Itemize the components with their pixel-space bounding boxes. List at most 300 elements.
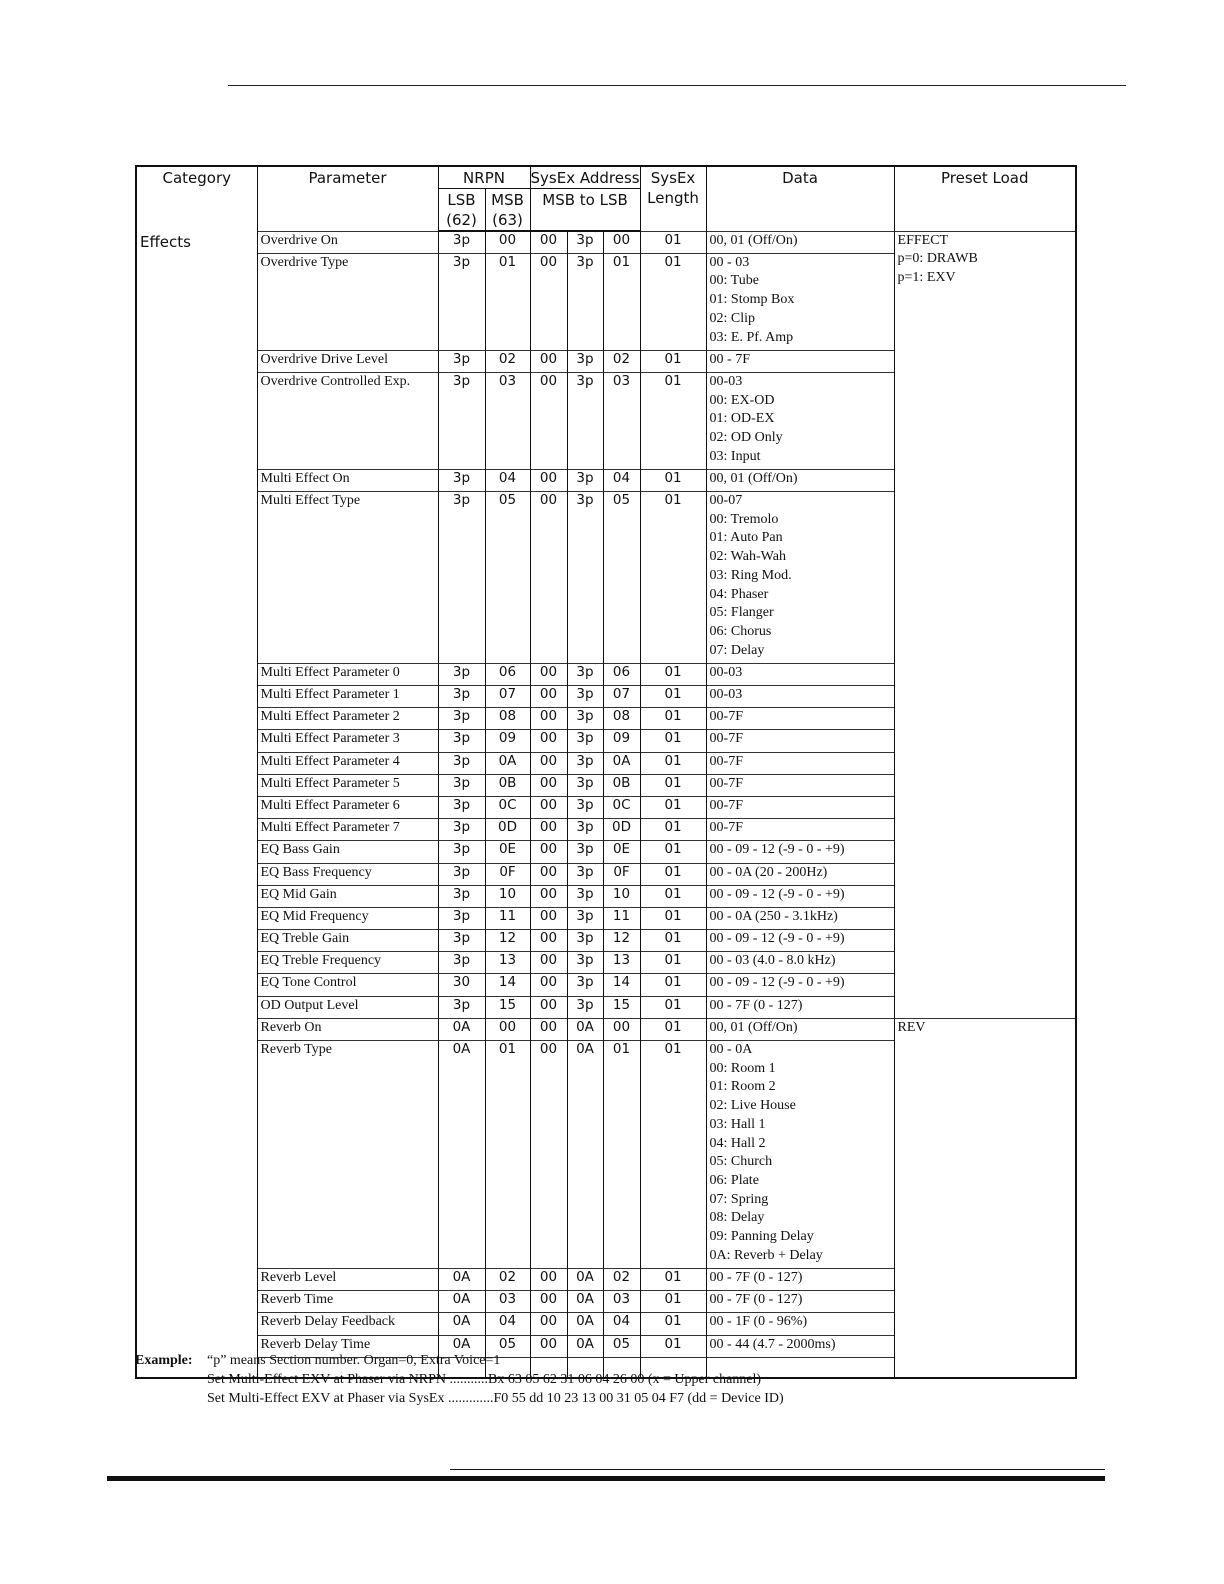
data-line: 00 - 7F (0 - 127) — [709, 997, 803, 1013]
cell-a3: 02 — [603, 350, 640, 372]
lsb-label: LSB — [447, 191, 476, 209]
cell-a1: 00 — [530, 372, 567, 469]
data-line: 01: OD-EX — [709, 411, 775, 427]
cell-len: 01 — [640, 907, 706, 929]
cell-len: 01 — [640, 752, 706, 774]
cell-lsb: 3p — [438, 253, 485, 350]
cell-a3: 0E — [603, 841, 640, 863]
parameter-cell: Overdrive Controlled Exp. — [257, 372, 438, 469]
example-block — [135, 1351, 784, 1408]
cell-len: 01 — [640, 885, 706, 907]
cell-a2: 3p — [567, 907, 603, 929]
cell-a1: 00 — [530, 708, 567, 730]
example-line-1: “p” means Section number. Organ=0, Extra Voice=1 — [207, 1353, 501, 1368]
data-line: 00, 01 (Off/On) — [709, 232, 798, 248]
cell-a1: 00 — [530, 663, 567, 685]
cell-a3: 07 — [603, 686, 640, 708]
data-cell — [706, 1018, 894, 1040]
data-line: 07: Delay — [709, 642, 765, 658]
footer-thick-rule — [107, 1476, 1105, 1481]
data-line: 03: Input — [709, 448, 761, 464]
data-cell — [706, 974, 894, 996]
cell-a3: 08 — [603, 708, 640, 730]
cell-a2: 0A — [567, 1335, 603, 1357]
cell-a1: 00 — [530, 1041, 567, 1269]
data-cell — [706, 1313, 894, 1335]
data-line: 05: Flanger — [709, 605, 774, 621]
data-line: 01: Stomp Box — [709, 292, 795, 308]
cell-a2: 3p — [567, 469, 603, 491]
data-cell — [706, 1041, 894, 1269]
preset-load-cell — [894, 231, 1075, 1018]
cell-a3: 0F — [603, 863, 640, 885]
data-line: 00 - 7F (0 - 127) — [709, 1269, 803, 1285]
cell-msb: 06 — [485, 663, 530, 685]
cell-msb: 11 — [485, 907, 530, 929]
cell-msb: 02 — [485, 350, 530, 372]
parameter-cell: EQ Mid Frequency — [257, 907, 438, 929]
data-line: 07: Spring — [709, 1191, 769, 1207]
cell-len: 01 — [640, 350, 706, 372]
cell-lsb: 0A — [438, 1291, 485, 1313]
cell-a1: 00 — [530, 907, 567, 929]
data-cell — [706, 752, 894, 774]
parameter-cell: Reverb Delay Time — [257, 1335, 438, 1357]
data-cell — [706, 996, 894, 1018]
preset-line: REV — [897, 1019, 926, 1035]
cell-msb: 08 — [485, 708, 530, 730]
data-line: 00-7F — [709, 820, 743, 836]
cell-len: 01 — [640, 686, 706, 708]
cell-a2: 3p — [567, 974, 603, 996]
cell-msb: 01 — [485, 1041, 530, 1269]
cell-a1: 00 — [530, 952, 567, 974]
cell-msb: 0D — [485, 819, 530, 841]
cell-a2: 3p — [567, 774, 603, 796]
cell-a1: 00 — [530, 885, 567, 907]
cell-a3: 15 — [603, 996, 640, 1018]
cell-lsb: 3p — [438, 907, 485, 929]
cell-len: 01 — [640, 841, 706, 863]
cell-a2: 0A — [567, 1018, 603, 1040]
cell-len: 01 — [640, 952, 706, 974]
cell-a1: 00 — [530, 1268, 567, 1290]
cell-a3: 03 — [603, 372, 640, 469]
col-lsb-header — [438, 189, 485, 232]
data-cell — [706, 863, 894, 885]
cell-len: 01 — [640, 974, 706, 996]
data-line: 00-03 — [709, 664, 743, 680]
data-line: 00 - 09 - 12 (-9 - 0 - +9) — [709, 886, 845, 902]
col-nrpn-header: NRPN — [438, 167, 530, 189]
data-line: 00 - 09 - 12 (-9 - 0 - +9) — [709, 931, 845, 947]
cell-a1: 00 — [530, 730, 567, 752]
cell-msb: 00 — [485, 1018, 530, 1040]
data-cell — [706, 1291, 894, 1313]
col-sysex-address-header: SysEx Address — [530, 169, 640, 187]
cell-a2: 3p — [567, 253, 603, 350]
cell-a3: 00 — [603, 231, 640, 253]
cell-a3: 03 — [603, 1291, 640, 1313]
cell-a1: 00 — [530, 253, 567, 350]
data-line: 00: Tube — [709, 273, 759, 289]
cell-a2: 3p — [567, 663, 603, 685]
cell-lsb: 3p — [438, 796, 485, 818]
parameter-cell: Multi Effect Parameter 2 — [257, 708, 438, 730]
cell-len: 01 — [640, 663, 706, 685]
cell-a1: 00 — [530, 863, 567, 885]
data-line: 00: Tremolo — [709, 511, 779, 527]
cell-lsb: 3p — [438, 841, 485, 863]
data-cell — [706, 885, 894, 907]
data-line: 00-07 — [709, 493, 743, 509]
data-line: 00-7F — [709, 709, 743, 725]
cell-a3: 05 — [603, 1335, 640, 1357]
data-cell — [706, 372, 894, 469]
data-cell — [706, 730, 894, 752]
cell-a2: 3p — [567, 885, 603, 907]
data-line: 06: Plate — [709, 1172, 759, 1188]
parameter-cell: Multi Effect Parameter 7 — [257, 819, 438, 841]
msb-sub-label: (63) — [492, 211, 523, 229]
cell-len: 01 — [640, 930, 706, 952]
cell-len: 01 — [640, 1291, 706, 1313]
data-line: 00 - 0A (250 - 3.1kHz) — [709, 908, 838, 924]
cell-a2: 3p — [567, 231, 603, 253]
data-line: 00 - 09 - 12 (-9 - 0 - +9) — [709, 842, 845, 858]
cell-a1: 00 — [530, 841, 567, 863]
midi-parameter-table — [135, 165, 1077, 1379]
data-line: 00 - 0A — [709, 1042, 753, 1058]
cell-a3: 12 — [603, 930, 640, 952]
parameter-cell: Overdrive Type — [257, 253, 438, 350]
cell-a1: 00 — [530, 1335, 567, 1357]
cell-a1: 00 — [530, 231, 567, 253]
cell-lsb: 3p — [438, 819, 485, 841]
data-cell — [706, 930, 894, 952]
cell-lsb: 3p — [438, 930, 485, 952]
cell-len: 01 — [640, 469, 706, 491]
data-line: 04: Hall 2 — [709, 1135, 766, 1151]
cell-msb: 07 — [485, 686, 530, 708]
cell-lsb: 30 — [438, 974, 485, 996]
parameter-cell: Reverb Delay Feedback — [257, 1313, 438, 1335]
msb-label: MSB — [491, 191, 524, 209]
cell-len: 01 — [640, 253, 706, 350]
cell-msb: 03 — [485, 1291, 530, 1313]
data-cell — [706, 350, 894, 372]
data-cell — [706, 231, 894, 253]
cell-a1: 00 — [530, 469, 567, 491]
data-cell — [706, 469, 894, 491]
data-cell — [706, 952, 894, 974]
cell-lsb: 0A — [438, 1313, 485, 1335]
cell-lsb: 0A — [438, 1268, 485, 1290]
col-msb-header — [485, 189, 530, 232]
data-line: 09: Panning Delay — [709, 1229, 814, 1245]
data-line: 00: EX-OD — [709, 392, 775, 408]
data-cell — [706, 686, 894, 708]
cell-a1: 00 — [530, 686, 567, 708]
data-cell — [706, 253, 894, 350]
cell-a2: 3p — [567, 996, 603, 1018]
col-data-header: Data — [706, 167, 894, 231]
parameter-cell: EQ Bass Frequency — [257, 863, 438, 885]
cell-a3: 04 — [603, 469, 640, 491]
data-cell — [706, 796, 894, 818]
data-cell — [706, 774, 894, 796]
parameter-cell: EQ Mid Gain — [257, 885, 438, 907]
example-line-2: Set Multi-Effect EXV at Phaser via NRPN ...........Bx 63 05 62 31 06 04 26 00 (x = Upper channel) — [207, 1372, 762, 1387]
cell-lsb: 3p — [438, 774, 485, 796]
data-line: 06: Chorus — [709, 623, 772, 639]
parameter-cell: Reverb Level — [257, 1268, 438, 1290]
cell-lsb: 3p — [438, 231, 485, 253]
preset-line: p=0: DRAWB — [897, 251, 978, 267]
cell-lsb: 0A — [438, 1018, 485, 1040]
cell-msb: 0E — [485, 841, 530, 863]
cell-msb: 0A — [485, 752, 530, 774]
data-cell — [706, 663, 894, 685]
cell-msb: 13 — [485, 952, 530, 974]
cell-a3: 02 — [603, 1268, 640, 1290]
parameter-cell: Multi Effect Parameter 0 — [257, 663, 438, 685]
parameter-cell: Overdrive On — [257, 231, 438, 253]
cell-a1: 00 — [530, 996, 567, 1018]
data-line: 00 - 44 (4.7 - 2000ms) — [709, 1336, 836, 1352]
cell-a1: 00 — [530, 752, 567, 774]
col-msb-to-lsb-header: MSB to LSB — [530, 189, 640, 232]
col-parameter-header: Parameter — [257, 167, 438, 231]
cell-a3: 06 — [603, 663, 640, 685]
preset-line: p=1: EXV — [897, 269, 956, 285]
cell-a3: 13 — [603, 952, 640, 974]
header-rule — [228, 85, 1126, 86]
parameter-cell: Multi Effect Parameter 5 — [257, 774, 438, 796]
cell-msb: 12 — [485, 930, 530, 952]
data-line: 03: E. Pf. Amp — [709, 329, 794, 345]
cell-a3: 0B — [603, 774, 640, 796]
cell-a2: 0A — [567, 1268, 603, 1290]
data-line: 00-7F — [709, 797, 743, 813]
parameter-cell: EQ Treble Frequency — [257, 952, 438, 974]
cell-a2: 3p — [567, 730, 603, 752]
data-line: 00-03 — [709, 373, 743, 389]
footer-thin-rule — [450, 1469, 1105, 1470]
cell-msb: 03 — [485, 372, 530, 469]
cell-a3: 01 — [603, 253, 640, 350]
parameter-cell: Reverb On — [257, 1018, 438, 1040]
cell-a3: 0D — [603, 819, 640, 841]
cell-a2: 3p — [567, 841, 603, 863]
data-cell — [706, 841, 894, 863]
cell-len: 01 — [640, 1313, 706, 1335]
lsb-sub-label: (62) — [446, 211, 477, 229]
data-line: 03: Hall 1 — [709, 1116, 766, 1132]
cell-lsb: 0A — [438, 1041, 485, 1269]
data-line: 01: Auto Pan — [709, 530, 783, 546]
data-line: 00, 01 (Off/On) — [709, 470, 798, 486]
data-line: 03: Ring Mod. — [709, 567, 792, 583]
cell-len: 01 — [640, 796, 706, 818]
cell-lsb: 3p — [438, 350, 485, 372]
data-line: 00 - 7F — [709, 351, 750, 367]
data-cell — [706, 907, 894, 929]
data-line: 08: Delay — [709, 1210, 765, 1226]
parameter-cell: OD Output Level — [257, 996, 438, 1018]
cell-a2: 3p — [567, 350, 603, 372]
data-line: 00 - 0A (20 - 200Hz) — [709, 864, 828, 880]
cell-a1: 00 — [530, 1313, 567, 1335]
data-line: 00 - 03 — [709, 254, 750, 270]
cell-a1: 00 — [530, 974, 567, 996]
parameter-cell: Multi Effect Parameter 3 — [257, 730, 438, 752]
data-cell — [706, 819, 894, 841]
parameter-cell: Multi Effect Parameter 4 — [257, 752, 438, 774]
cell-a2: 3p — [567, 863, 603, 885]
parameter-cell: Reverb Time — [257, 1291, 438, 1313]
cell-a1: 00 — [530, 1291, 567, 1313]
cell-a1: 00 — [530, 492, 567, 664]
parameter-cell: EQ Tone Control — [257, 974, 438, 996]
table-body — [137, 231, 1075, 1377]
cell-a3: 01 — [603, 1041, 640, 1269]
cell-len: 01 — [640, 996, 706, 1018]
cell-a2: 0A — [567, 1291, 603, 1313]
cell-a2: 3p — [567, 952, 603, 974]
parameter-cell: Multi Effect Type — [257, 492, 438, 664]
col-category-header: Category — [162, 169, 232, 187]
data-line: 00 - 7F (0 - 127) — [709, 1292, 803, 1308]
cell-a3: 00 — [603, 1018, 640, 1040]
cell-lsb: 3p — [438, 730, 485, 752]
preset-load-cell — [894, 1018, 1075, 1376]
cell-msb: 15 — [485, 996, 530, 1018]
cell-msb: 14 — [485, 974, 530, 996]
cell-a1: 00 — [530, 1018, 567, 1040]
example-label: Example: — [135, 1353, 193, 1368]
cell-msb: 04 — [485, 469, 530, 491]
data-line: 00-7F — [709, 775, 743, 791]
data-line: 00: Room 1 — [709, 1060, 776, 1076]
data-cell — [706, 1268, 894, 1290]
data-line: 02: Clip — [709, 310, 756, 326]
cell-lsb: 3p — [438, 996, 485, 1018]
cell-msb: 0F — [485, 863, 530, 885]
example-line-3: Set Multi-Effect EXV at Phaser via SysEx .............F0 55 dd 10 23 13 00 31 05 04 F7 (dd = Device ID) — [207, 1391, 784, 1406]
data-line: 01: Room 2 — [709, 1079, 776, 1095]
data-cell — [706, 708, 894, 730]
table-row — [137, 1018, 1075, 1040]
cell-a1: 00 — [530, 930, 567, 952]
cell-lsb: 3p — [438, 708, 485, 730]
parameter-cell: Reverb Type — [257, 1041, 438, 1269]
cell-a3: 09 — [603, 730, 640, 752]
cell-len: 01 — [640, 708, 706, 730]
cell-lsb: 3p — [438, 952, 485, 974]
parameter-cell: EQ Treble Gain — [257, 930, 438, 952]
cell-lsb: 3p — [438, 469, 485, 491]
cell-a1: 00 — [530, 350, 567, 372]
parameter-cell: Overdrive Drive Level — [257, 350, 438, 372]
cell-a2: 3p — [567, 708, 603, 730]
cell-msb: 00 — [485, 231, 530, 253]
cell-msb: 05 — [485, 1335, 530, 1357]
cell-a3: 14 — [603, 974, 640, 996]
cell-a3: 05 — [603, 492, 640, 664]
data-line: 00-7F — [709, 731, 743, 747]
cell-a2: 3p — [567, 819, 603, 841]
preset-line: EFFECT — [897, 232, 949, 248]
cell-len: 01 — [640, 819, 706, 841]
cell-a3: 04 — [603, 1313, 640, 1335]
cell-a2: 3p — [567, 796, 603, 818]
cell-a3: 0C — [603, 796, 640, 818]
cell-a3: 11 — [603, 907, 640, 929]
cell-a3: 10 — [603, 885, 640, 907]
parameter-cell: EQ Bass Gain — [257, 841, 438, 863]
cell-msb: 02 — [485, 1268, 530, 1290]
cell-len: 01 — [640, 863, 706, 885]
cell-msb: 01 — [485, 253, 530, 350]
cell-msb: 09 — [485, 730, 530, 752]
cell-a1: 00 — [530, 796, 567, 818]
cell-msb: 0C — [485, 796, 530, 818]
cell-msb: 0B — [485, 774, 530, 796]
data-line: 02: OD Only — [709, 429, 783, 445]
cell-len: 01 — [640, 492, 706, 664]
data-line: 00-03 — [709, 687, 743, 703]
cell-a2: 3p — [567, 686, 603, 708]
parameter-cell: Multi Effect On — [257, 469, 438, 491]
cell-a1: 00 — [530, 774, 567, 796]
cell-len: 01 — [640, 730, 706, 752]
data-line: 00 - 03 (4.0 - 8.0 kHz) — [709, 953, 836, 969]
data-line: 05: Church — [709, 1154, 773, 1170]
data-line: 00-7F — [709, 753, 743, 769]
data-line: 00 - 09 - 12 (-9 - 0 - +9) — [709, 975, 845, 991]
data-cell — [706, 492, 894, 664]
cell-a3: 0A — [603, 752, 640, 774]
cell-msb: 04 — [485, 1313, 530, 1335]
data-line: 0A: Reverb + Delay — [709, 1247, 823, 1263]
cell-len: 01 — [640, 231, 706, 253]
table-header-row-1 — [137, 167, 1075, 189]
data-line: 00, 01 (Off/On) — [709, 1019, 798, 1035]
data-line: 02: Wah-Wah — [709, 549, 786, 565]
cell-lsb: 3p — [438, 686, 485, 708]
cell-len: 01 — [640, 1268, 706, 1290]
cell-len: 01 — [640, 1041, 706, 1269]
data-line: 04: Phaser — [709, 586, 769, 602]
col-preset-load-header: Preset Load — [894, 167, 1075, 231]
cell-len: 01 — [640, 1335, 706, 1357]
cell-a2: 0A — [567, 1313, 603, 1335]
cell-msb: 05 — [485, 492, 530, 664]
cell-len: 01 — [640, 774, 706, 796]
cell-lsb: 3p — [438, 863, 485, 885]
cell-len: 01 — [640, 372, 706, 469]
cell-lsb: 0A — [438, 1335, 485, 1357]
cell-lsb: 3p — [438, 372, 485, 469]
col-sysex-length-header: SysEx Length — [640, 167, 706, 231]
cell-msb: 10 — [485, 885, 530, 907]
cell-lsb: 3p — [438, 492, 485, 664]
cell-len: 01 — [640, 1018, 706, 1040]
table-row — [137, 231, 1075, 253]
parameter-cell: Multi Effect Parameter 6 — [257, 796, 438, 818]
cell-a2: 3p — [567, 492, 603, 664]
